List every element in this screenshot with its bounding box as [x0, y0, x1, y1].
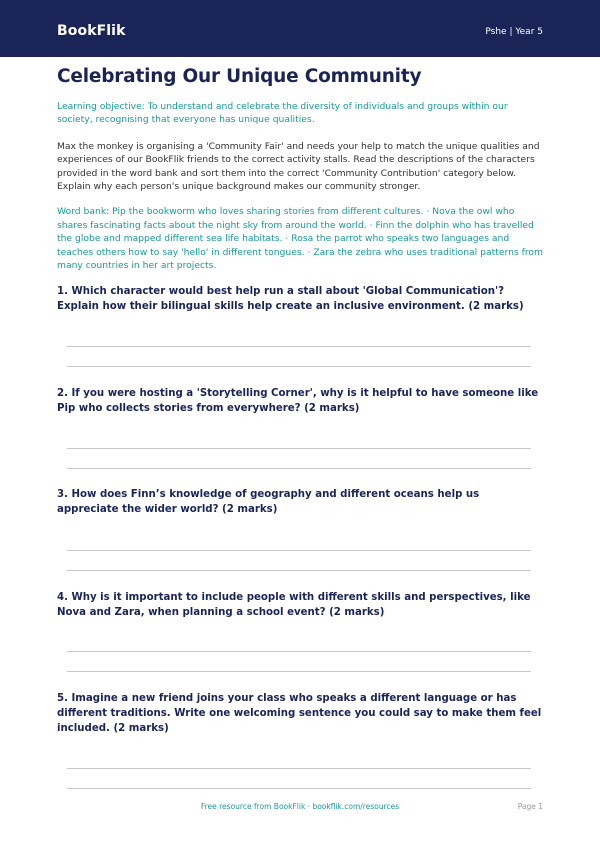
answer-line[interactable]: [67, 768, 531, 769]
learning-objective: Learning objective: To understand and celebrate the diversity of individuals and groups within our society, recognising that everyone has unique qualities.: [57, 101, 508, 126]
instructions: Max the monkey is organising a 'Community Fair' and needs your help to match the unique qualities and experiences of our BookFlik friends to the correct activity stalls. Read the descriptions of the characters provided in the word bank and sort them into the correct 'Community Contribution' category below. Explain why each person's unique background makes our community stronger.: [57, 140, 540, 193]
question-5: [57, 691, 543, 736]
question-3: [57, 487, 543, 517]
answer-line[interactable]: [67, 788, 531, 789]
question-4: [57, 590, 543, 620]
answer-line[interactable]: [67, 448, 531, 449]
worksheet-intro: [57, 66, 543, 272]
brand-logo: BookFlik: [57, 23, 126, 39]
answer-line[interactable]: [67, 346, 531, 347]
page-title: Celebrating Our Unique Community: [57, 66, 422, 87]
subject-year-label: Pshe | Year 5: [485, 27, 543, 37]
page-number: Page 1: [517, 802, 543, 811]
question-2: [57, 386, 543, 416]
question-text: 3. How does Finn’s knowledge of geography and different oceans help us appreciate the wider world? (2 marks): [57, 489, 480, 515]
question-text: 1. Which character would best help run a stall about 'Global Communication'? Explain how their bilingual skills help create an inclusive environment. (2 marks): [57, 286, 524, 312]
header-bar: [0, 0, 600, 57]
answer-line[interactable]: [67, 366, 531, 367]
answer-line[interactable]: [67, 550, 531, 551]
answer-line[interactable]: [67, 468, 531, 469]
question-1: [57, 284, 543, 314]
answer-line[interactable]: [67, 651, 531, 652]
answer-line[interactable]: [67, 671, 531, 672]
question-text: 4. Why is it important to include people with different skills and perspectives, like Nova and Zara, when planning a school event? (2 marks): [57, 592, 531, 618]
question-text: 5. Imagine a new friend joins your class who speaks a different language or has different traditions. Write one welcoming sentence you could say to make them feel included. (2 marks): [57, 693, 542, 734]
question-text: 2. If you were hosting a 'Storytelling Corner', why is it helpful to have someone like Pip who collects stories from everywhere? (2 marks): [57, 388, 539, 414]
footer-resource-link[interactable]: Free resource from BookFlik · bookflik.com/resources: [200, 802, 400, 811]
answer-line[interactable]: [67, 570, 531, 571]
word-bank: Word bank: Pip the bookworm who loves sharing stories from different cultures. · Nova the owl who shares fascinating facts about the night sky from around the world. · Finn the dolphin who has travelled the globe and mapped different sea life habitats. · Rosa the parrot who speaks two languages and teaches others how to say 'hello' in different tongues. · Zara the zebra who uses traditional patterns from many countries in her art projects.: [57, 206, 544, 272]
